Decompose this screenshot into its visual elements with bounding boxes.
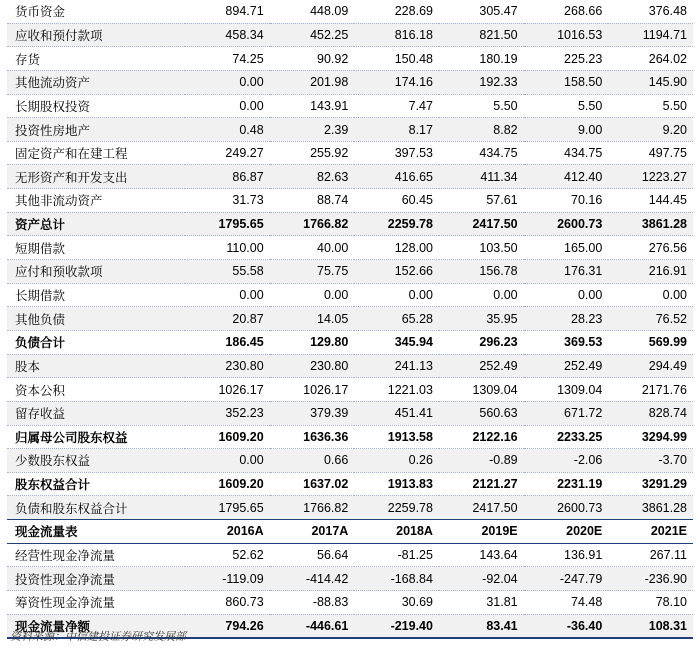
value-cell: 2121.27 [439,472,524,496]
row-label: 筹资性现金净流量 [7,591,185,615]
value-cell: 451.41 [354,401,439,425]
table-row [7,330,693,354]
value-cell: 267.11 [608,543,693,567]
value-cell: -3.70 [608,449,693,473]
value-cell: -247.79 [524,567,609,591]
row-label: 应收和预付款项 [7,23,185,47]
value-cell: 156.78 [439,260,524,284]
value-cell: 416.65 [354,165,439,189]
value-cell: 1913.83 [354,472,439,496]
value-cell: 86.87 [185,165,270,189]
value-cell: 412.40 [524,165,609,189]
value-cell: 230.80 [270,354,355,378]
value-cell: -236.90 [608,567,693,591]
value-cell: 5.50 [524,94,609,118]
value-cell: 60.45 [354,189,439,213]
value-cell: 379.39 [270,401,355,425]
table-row [7,283,693,307]
value-cell: -36.40 [524,614,609,638]
value-cell: 143.91 [270,94,355,118]
value-cell: 255.92 [270,141,355,165]
table-row [7,591,693,615]
value-cell: 0.00 [185,449,270,473]
value-cell: 14.05 [270,307,355,331]
row-label: 长期股权投资 [7,94,185,118]
value-cell: 52.62 [185,543,270,567]
row-label: 现金流量净额 [7,614,185,638]
value-cell: 165.00 [524,236,609,260]
value-cell: 376.48 [608,0,693,23]
value-cell: 0.00 [185,283,270,307]
value-cell: 2600.73 [524,496,609,520]
value-cell: 264.02 [608,47,693,71]
value-cell: 0.00 [185,94,270,118]
row-label: 固定资产和在建工程 [7,141,185,165]
year-header: 2018A [354,520,439,544]
row-label: 短期借款 [7,236,185,260]
value-cell: 1636.36 [270,425,355,449]
value-cell: 35.95 [439,307,524,331]
value-cell: 3861.28 [608,212,693,236]
value-cell: 3291.29 [608,472,693,496]
value-cell: 894.71 [185,0,270,23]
value-cell: 31.81 [439,591,524,615]
value-cell: 0.00 [524,283,609,307]
value-cell: -446.61 [270,614,355,638]
row-label: 资本公积 [7,378,185,402]
value-cell: 5.50 [608,94,693,118]
table-body [7,0,693,638]
value-cell: 1795.65 [185,212,270,236]
table-row [7,70,693,94]
financial-statement-table [7,0,693,639]
value-cell: 452.25 [270,23,355,47]
value-cell: 108.31 [608,614,693,638]
year-header: 2019E [439,520,524,544]
value-cell: 180.19 [439,47,524,71]
value-cell: 252.49 [439,354,524,378]
table-row [7,141,693,165]
value-cell: 276.56 [608,236,693,260]
table-row [7,567,693,591]
value-cell: 294.49 [608,354,693,378]
row-label: 资产总计 [7,212,185,236]
value-cell: 57.61 [439,189,524,213]
value-cell: 0.48 [185,118,270,142]
table-row [7,94,693,118]
value-cell: 150.48 [354,47,439,71]
value-cell: 1637.02 [270,472,355,496]
table-row [7,47,693,71]
value-cell: 1913.58 [354,425,439,449]
value-cell: 1194.71 [608,23,693,47]
value-cell: 144.45 [608,189,693,213]
value-cell: 76.52 [608,307,693,331]
table-row [7,496,693,520]
value-cell: 458.34 [185,23,270,47]
value-cell: -0.89 [439,449,524,473]
value-cell: 82.63 [270,165,355,189]
value-cell: 0.26 [354,449,439,473]
row-label: 经营性现金净流量 [7,543,185,567]
value-cell: 1309.04 [524,378,609,402]
year-header: 2016A [185,520,270,544]
table-row [7,236,693,260]
value-cell: 268.66 [524,0,609,23]
value-cell: 1795.65 [185,496,270,520]
value-cell: 448.09 [270,0,355,23]
value-cell: 0.00 [270,283,355,307]
row-label: 其他非流动资产 [7,189,185,213]
row-label: 长期借款 [7,283,185,307]
value-cell: 225.23 [524,47,609,71]
value-cell: 2417.50 [439,212,524,236]
row-label: 负债和股东权益合计 [7,496,185,520]
value-cell: -119.09 [185,567,270,591]
value-cell: 40.00 [270,236,355,260]
table-row [7,472,693,496]
value-cell: 9.00 [524,118,609,142]
table-row [7,307,693,331]
cashflow-section-title: 现金流量表 [7,520,185,544]
value-cell: 305.47 [439,0,524,23]
value-cell: -92.04 [439,567,524,591]
table-row [7,425,693,449]
value-cell: 249.27 [185,141,270,165]
value-cell: 860.73 [185,591,270,615]
value-cell: 0.00 [185,70,270,94]
value-cell: 369.53 [524,330,609,354]
value-cell: 74.48 [524,591,609,615]
value-cell: 241.13 [354,354,439,378]
table-row [7,378,693,402]
row-label: 货币资金 [7,0,185,23]
value-cell: 1609.20 [185,425,270,449]
value-cell: 192.33 [439,70,524,94]
value-cell: -219.40 [354,614,439,638]
value-cell: 821.50 [439,23,524,47]
value-cell: 3294.99 [608,425,693,449]
value-cell: 671.72 [524,401,609,425]
table-row [7,543,693,567]
value-cell: 1223.27 [608,165,693,189]
value-cell: 228.69 [354,0,439,23]
row-label: 投资性现金净流量 [7,567,185,591]
value-cell: 9.20 [608,118,693,142]
table-row [7,0,693,23]
value-cell: 78.10 [608,591,693,615]
table-row [7,189,693,213]
value-cell: 56.64 [270,543,355,567]
value-cell: 103.50 [439,236,524,260]
value-cell: 88.74 [270,189,355,213]
value-cell: 7.47 [354,94,439,118]
value-cell: 136.91 [524,543,609,567]
value-cell: 2233.25 [524,425,609,449]
source-note: 资料来源：中信建投证券研究发展部 [10,630,186,643]
value-cell: 28.23 [524,307,609,331]
value-cell: 20.87 [185,307,270,331]
value-cell: 65.28 [354,307,439,331]
value-cell: 1221.03 [354,378,439,402]
row-label: 股东权益合计 [7,472,185,496]
row-label: 其他流动资产 [7,70,185,94]
table-row [7,449,693,473]
value-cell: 397.53 [354,141,439,165]
value-cell: 128.00 [354,236,439,260]
value-cell: 411.34 [439,165,524,189]
value-cell: 3861.28 [608,496,693,520]
table-row [7,118,693,142]
value-cell: 497.75 [608,141,693,165]
row-label: 少数股东权益 [7,449,185,473]
value-cell: 30.69 [354,591,439,615]
value-cell: 1609.20 [185,472,270,496]
value-cell: 569.99 [608,330,693,354]
value-cell: 2122.16 [439,425,524,449]
row-label: 存货 [7,47,185,71]
year-header: 2020E [524,520,609,544]
value-cell: 75.75 [270,260,355,284]
value-cell: 296.23 [439,330,524,354]
row-label: 应付和预收款项 [7,260,185,284]
value-cell: 0.00 [608,283,693,307]
value-cell: 31.73 [185,189,270,213]
value-cell: 1016.53 [524,23,609,47]
value-cell: 794.26 [185,614,270,638]
value-cell: 129.80 [270,330,355,354]
row-label: 留存收益 [7,401,185,425]
row-label: 负债合计 [7,330,185,354]
value-cell: -88.83 [270,591,355,615]
value-cell: 230.80 [185,354,270,378]
value-cell: 1766.82 [270,496,355,520]
value-cell: 2417.50 [439,496,524,520]
value-cell: 252.49 [524,354,609,378]
value-cell: 145.90 [608,70,693,94]
table-row [7,212,693,236]
value-cell: 74.25 [185,47,270,71]
value-cell: 1766.82 [270,212,355,236]
value-cell: 152.66 [354,260,439,284]
value-cell: 143.64 [439,543,524,567]
year-header: 2021E [608,520,693,544]
value-cell: 174.16 [354,70,439,94]
value-cell: 186.45 [185,330,270,354]
row-label: 投资性房地产 [7,118,185,142]
value-cell: 2171.76 [608,378,693,402]
value-cell: 110.00 [185,236,270,260]
value-cell: 70.16 [524,189,609,213]
row-label: 其他负债 [7,307,185,331]
value-cell: 8.82 [439,118,524,142]
table-row [7,401,693,425]
value-cell: 1026.17 [270,378,355,402]
value-cell: 8.17 [354,118,439,142]
value-cell: 345.94 [354,330,439,354]
year-header: 2017A [270,520,355,544]
value-cell: 216.91 [608,260,693,284]
value-cell: -168.84 [354,567,439,591]
value-cell: 816.18 [354,23,439,47]
cashflow-header-row [7,520,693,544]
value-cell: -2.06 [524,449,609,473]
value-cell: 0.66 [270,449,355,473]
value-cell: 90.92 [270,47,355,71]
value-cell: 2231.19 [524,472,609,496]
value-cell: 201.98 [270,70,355,94]
value-cell: 1026.17 [185,378,270,402]
value-cell: 83.41 [439,614,524,638]
row-label: 无形资产和开发支出 [7,165,185,189]
value-cell: 1309.04 [439,378,524,402]
table-row [7,23,693,47]
value-cell: 158.50 [524,70,609,94]
value-cell: 176.31 [524,260,609,284]
table-row [7,260,693,284]
value-cell: 5.50 [439,94,524,118]
table-row [7,354,693,378]
value-cell: 560.63 [439,401,524,425]
value-cell: 434.75 [439,141,524,165]
value-cell: 55.58 [185,260,270,284]
row-label: 股本 [7,354,185,378]
value-cell: 2600.73 [524,212,609,236]
value-cell: 2259.78 [354,496,439,520]
value-cell: 0.00 [439,283,524,307]
row-label: 归属母公司股东权益 [7,425,185,449]
value-cell: -81.25 [354,543,439,567]
value-cell: 2259.78 [354,212,439,236]
table-row [7,165,693,189]
value-cell: 352.23 [185,401,270,425]
value-cell: 2.39 [270,118,355,142]
value-cell: 828.74 [608,401,693,425]
value-cell: 434.75 [524,141,609,165]
value-cell: 0.00 [354,283,439,307]
value-cell: -414.42 [270,567,355,591]
